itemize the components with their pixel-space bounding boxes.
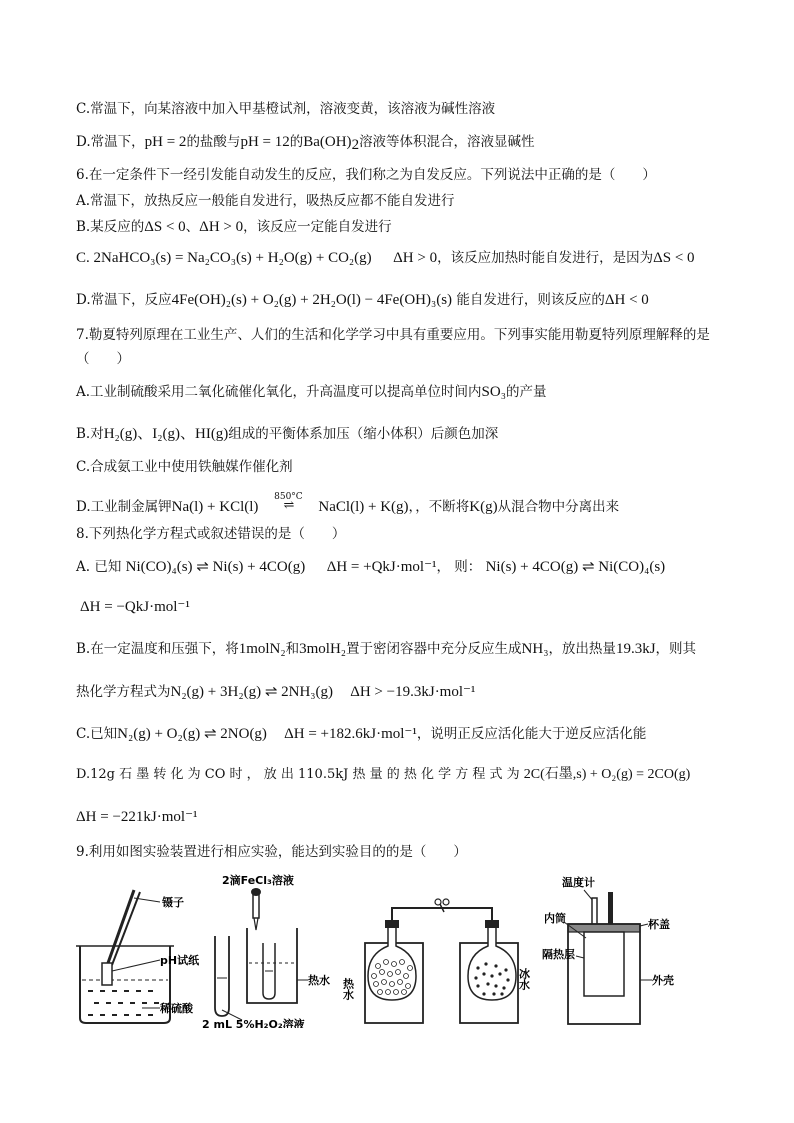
q7-option-d: D.工业制金属钾Na(l) + KCl(l) 850°C ⇌ NaCl(l) + K(g)，，不断将K(g)从混合物中分离出来 [76,492,620,515]
label-hot-water: 热水 [308,974,330,987]
label-insulation: 隔热层 [542,948,575,961]
q8-option-b-cont: 热化学方程式为N₂(g) + 3H₂(g) ⇌ 2NH₃(g) ΔH > −19.3kJ·mol⁻¹ [76,684,476,700]
label-thermometer: 温度计 [562,876,595,889]
q7-option-c: C.合成氨工业中使用铁触媒作催化剂 [76,459,293,475]
label-dilute-acid: 稀硫酸 [160,1002,193,1015]
label-hot-water-bath: 热水 [341,978,355,1000]
q6-option-a: A.常温下，放热反应一般能自发进行，吸热反应都不能自发进行 [76,193,455,209]
q7-stem: 7.勒夏特列原理在工业生产、人们的生活和化学学习中具有重要应用。下列事实能用勒夏特列原理解释的是 [76,327,710,343]
label-ice-water: 冰水 [517,968,531,990]
label-tweezers: 镊子 [162,896,184,909]
figure-temperature-equilibrium [342,899,531,1023]
equilibrium-arrow: 850°C ⇌ [274,492,303,513]
q8-option-d-cont: ΔH = −221kJ·mol⁻¹ [76,809,198,825]
label-lid: 杯盖 [648,918,670,931]
q8-option-a: A. 已知 Ni(CO)₄(s) ⇌ Ni(s) + 4CO(g) ΔH = +QkJ·mol⁻¹， 则： Ni(s) + 4CO(g) ⇌ Ni(CO)₄(s) [76,559,666,575]
q6-option-c: C. 2NaHCO₃(s) = Na₂CO₃(s) + H₂O(g) + CO₂(g) ΔH > 0，该反应加热时能自发进行，是因为ΔS < 0 [76,250,695,266]
figure-catalysis [202,873,330,1028]
apparatus-diagrams [72,868,722,1028]
label-fecl3-drops: 2滴FeCl₃溶液 [222,874,294,887]
q8-stem: 8.下列热化学方程式或叙述错误的是（ ） [76,526,346,542]
figure-calorimeter [542,875,674,1024]
q5-option-d: D.常温下，pH = 2的盐酸与pH = 12的Ba(OH)2溶液等体积混合，溶液显碱性 [76,134,535,153]
q7-stem-cont: （ ） [76,351,130,367]
label-ph-paper: pH试纸 [160,954,200,967]
q6-stem: 6.在一定条件下一经引发能自动发生的反应，我们称之为自发反应。下列说法中正确的是（ ） [76,167,656,183]
q8-option-a-cont: ΔH = −QkJ·mol⁻¹ [80,599,190,615]
q7-option-a: A.工业制硫酸采用二氧化硫催化氧化，升高温度可以提高单位时间内SO₃的产量 [76,384,547,400]
q6-option-b: B.某反应的ΔS < 0、ΔH > 0，该反应一定能自发进行 [76,219,392,235]
q7-option-b: B.对H₂(g)、I₂(g)、HI(g)组成的平衡体系加压（缩小体积）后颜色加深 [76,426,499,442]
q8-option-b: B.在一定温度和压强下，将1molN₂和3molH₂置于密闭容器中充分反应生成NH₃，放出热量19.3kJ，则其 [76,641,697,657]
label-h2o2-solution: 2 mL 5%H₂O₂溶液 [202,1018,305,1028]
figure-ph-test [76,890,200,1023]
q5-option-c: C.常温下，向某溶液中加入甲基橙试剂，溶液变黄，该溶液为碱性溶液 [76,101,496,117]
experiment-figures [72,868,722,1028]
label-inner-cup: 内筒 [544,912,566,925]
q8-option-c: C.已知N₂(g) + O₂(g) ⇌ 2NO(g) ΔH = +182.6kJ·mol⁻¹，说明正反应活化能大于逆反应活化能 [76,726,647,742]
q6-option-d: D.常温下，反应4Fe(OH)₂(s) + O₂(g) + 2H₂O(l) − 4Fe(OH)₃(s) 能自发进行，则该反应的ΔH < 0 [76,292,649,308]
q9-stem: 9.利用如图实验装置进行相应实验，能达到实验目的的是（ ） [76,844,467,860]
q8-option-d: D.12g 石 墨 转 化 为 CO 时 ， 放 出 110.5kJ 热 量 的 热 化 学 方 程 式 为 2C(石墨,s) + O₂(g) = 2CO(g) [76,767,691,782]
label-outer-shell: 外壳 [652,974,674,987]
